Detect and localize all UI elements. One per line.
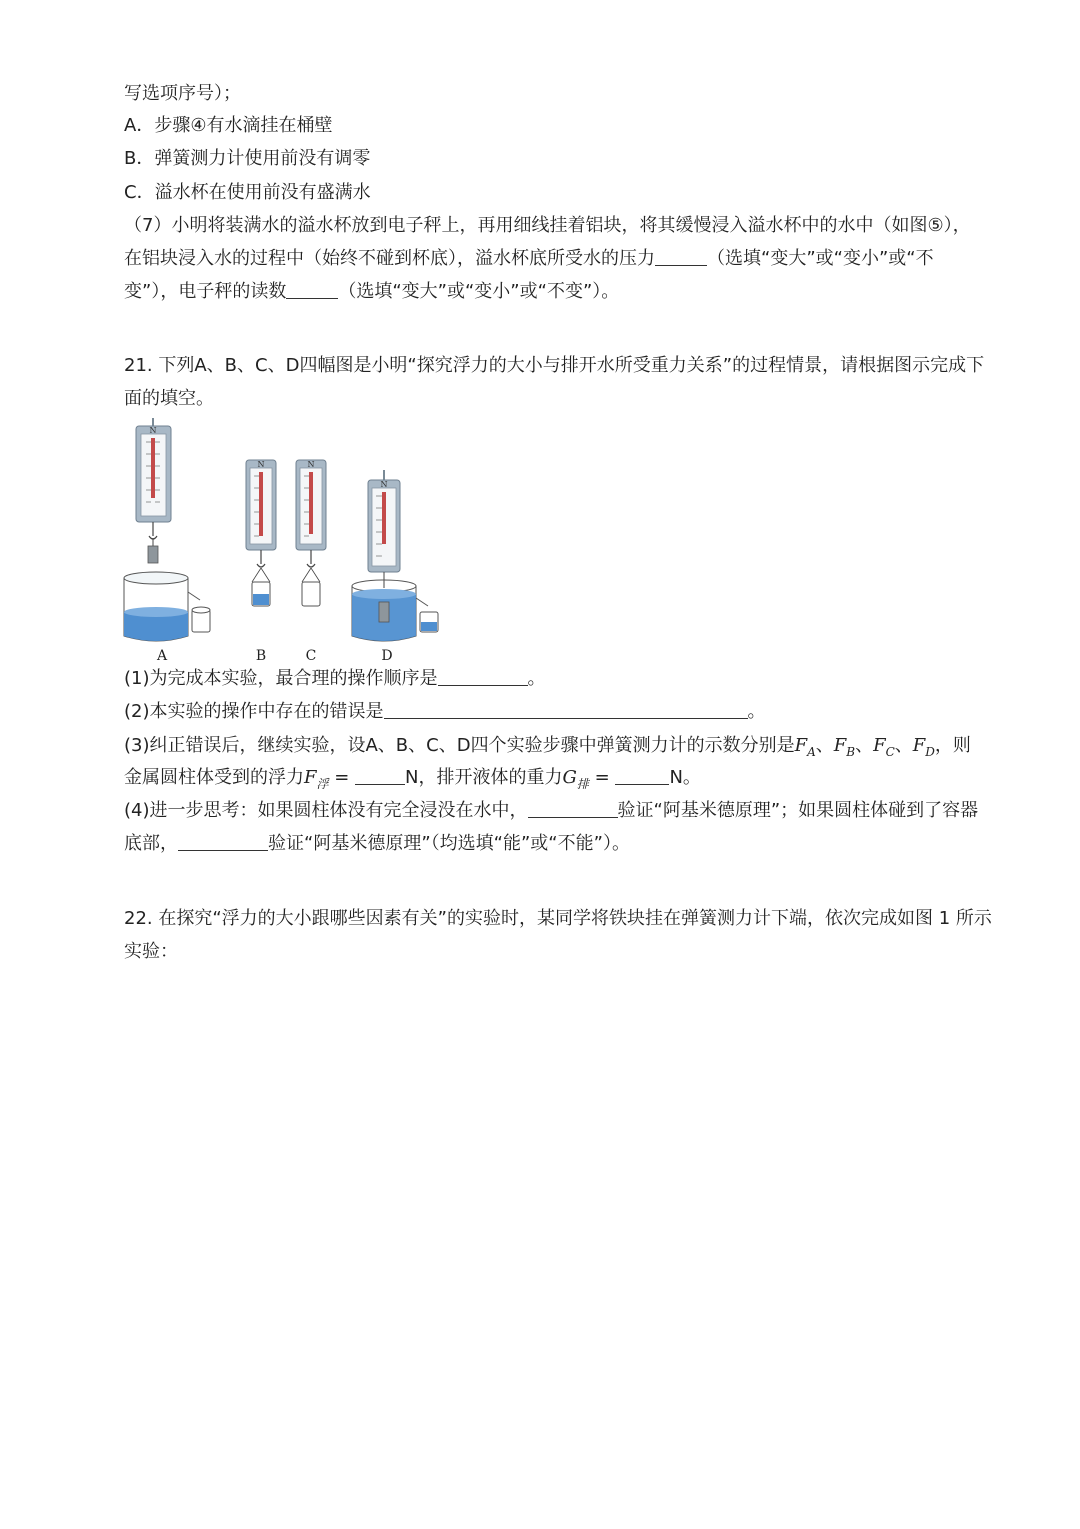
q21-sub1-end: 。 (527, 668, 546, 689)
answer-blank (438, 667, 528, 686)
experiment-figure (118, 418, 448, 664)
q21-sub1 (124, 667, 546, 691)
separator: 、 (855, 735, 874, 756)
q20-p7-line2 (124, 247, 934, 271)
answer-blank (615, 766, 669, 785)
answer-blank (384, 700, 748, 719)
q20-p7-line1: （7）小明将装满水的溢水杯放到电子秤上，再用细线挂着铝块，将其缓慢浸入溢水杯中的水中（如图⑤）， (124, 215, 971, 236)
answer-blank (655, 247, 707, 266)
force-fc-sub: C (885, 745, 895, 759)
q21-sub3-weight-text: N，排开液体的重力 (405, 767, 563, 788)
answer-blank (286, 280, 338, 299)
q20-p7-line2-text-a: 在铝块浸入水的过程中（始终不碰到杯底），溢水杯底所受水的压力 (124, 248, 655, 269)
q22-line2: 实验： (124, 941, 178, 962)
q21-sub2 (124, 700, 766, 724)
q21-sub4-text-c: 底部， (124, 833, 178, 854)
figure-label-a: A (156, 648, 168, 664)
q21-sub3-end: N。 (669, 767, 701, 788)
equals-sign: = (588, 767, 616, 788)
weight-displaced: G (562, 767, 577, 788)
q22-line1: 22. 在探究“浮力的大小跟哪些因素有关”的实验时，某同学将铁块挂在弹簧测力计下端，依次完成如图 1 所示 (124, 908, 992, 929)
q21-line1: 21. 下列A、B、C、D四幅图是小明“探究浮力的大小与排开水所受重力关系”的过程情景，请根据图示完成下 (124, 355, 985, 376)
force-buoyancy: F (304, 767, 317, 788)
q21-sub4-text-a: (4)进一步思考：如果圆柱体没有完全浸没在水中， (124, 800, 528, 821)
figure-label-b: B (255, 648, 267, 664)
q20-p7-line3 (124, 280, 619, 304)
q20-p7-line2-text-b: （选填“变大”或“变小”或“不 (707, 248, 934, 269)
answer-blank (528, 799, 618, 818)
q21-sub4-text-d: 验证“阿基米德原理”（均选填“能”或“不能”）。 (268, 833, 630, 854)
q21-sub3-buoyancy-text: 金属圆柱体受到的浮力 (124, 767, 304, 788)
gauge-unit-label: N (257, 460, 265, 469)
answer-blank (355, 766, 405, 785)
q20-line1: 写选项序号）； (124, 83, 241, 104)
q21-sub3-line2 (124, 766, 701, 796)
q21-sub4-line2 (124, 832, 630, 856)
gauge-unit-label: N (380, 480, 388, 489)
q21-sub2-end: 。 (747, 701, 766, 722)
separator: 、 (894, 735, 913, 756)
answer-blank (178, 832, 268, 851)
q21-sub3-line1 (124, 734, 971, 764)
force-fc: F (873, 735, 886, 756)
gauge-unit-label: N (307, 460, 315, 469)
q20-p7-line3-text-a: 变”），电子秤的读数 (124, 281, 287, 302)
spring-scale-a (136, 418, 171, 563)
force-fa: F (794, 735, 808, 756)
q21-sub1-text: (1)为完成本实验，最合理的操作顺序是 (124, 668, 438, 689)
force-fd-sub: D (925, 745, 935, 759)
option-b: B．弹簧测力计使用前没有调零 (124, 148, 371, 169)
spring-scale-b (246, 460, 276, 606)
option-a: A．步骤④有水滴挂在桶壁 (124, 115, 333, 136)
spring-scale-c (296, 460, 326, 606)
q21-sub3-text: (3)纠正错误后，继续实验，设A、B、C、D四个实验步骤中弹簧测力计的示数分别是 (124, 735, 795, 756)
q20-p7-line3-text-b: （选填“变大”或“变小”或“不变”）。 (338, 281, 620, 302)
force-fb-sub: B (846, 745, 856, 759)
overflow-cup-a (124, 572, 210, 641)
gauge-unit-label: N (149, 426, 157, 435)
force-fb: F (833, 735, 847, 756)
separator: 、 (815, 735, 834, 756)
force-fd: F (912, 735, 926, 756)
q21-sub2-text: (2)本实验的操作中存在的错误是 (124, 701, 384, 722)
q21-sub4-text-b: 验证“阿基米德原理”；如果圆柱体碰到了容器 (617, 800, 979, 821)
overflow-cup-d (352, 580, 438, 641)
figure-label-d: D (381, 648, 393, 664)
weight-displaced-sub: 排 (576, 777, 589, 791)
equals-sign: = (328, 767, 356, 788)
q21-line2: 面的填空。 (124, 388, 214, 409)
q21-sub4-line1 (124, 799, 978, 823)
figure-label-c: C (305, 648, 317, 664)
force-fa-sub: A (807, 745, 816, 759)
force-buoyancy-sub: 浮 (316, 777, 329, 791)
option-c: C．溢水杯在使用前没有盛满水 (124, 182, 371, 203)
q21-sub3-tail: ，则 (934, 735, 971, 756)
